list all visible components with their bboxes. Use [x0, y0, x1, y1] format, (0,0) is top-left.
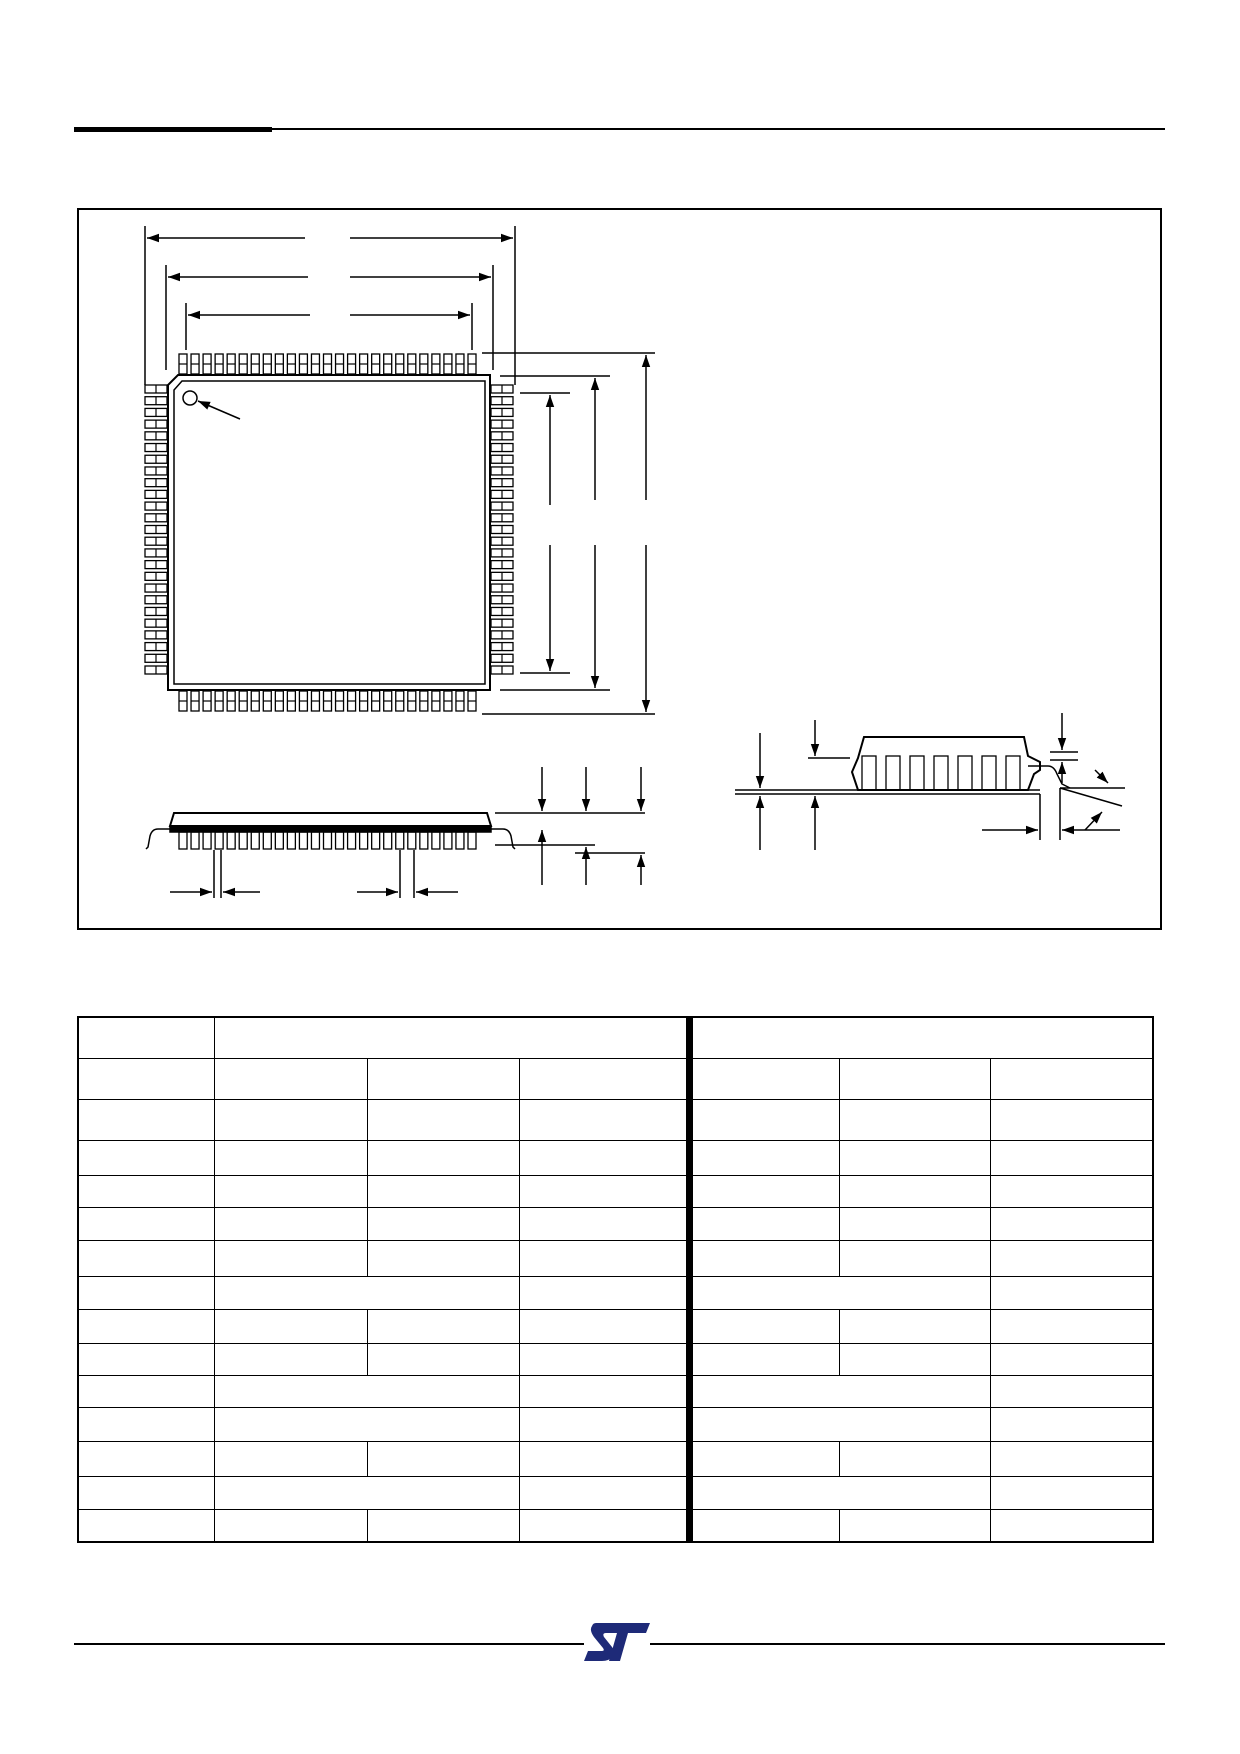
table-cell — [214, 1441, 367, 1476]
pins-bottom-row — [179, 691, 476, 711]
package-body-inner — [174, 381, 485, 684]
table-cell — [367, 1309, 519, 1343]
table-cell — [839, 1441, 990, 1476]
table-row — [78, 1058, 1153, 1099]
table-cell — [78, 1441, 214, 1476]
table-cell — [214, 1476, 519, 1509]
table-cell — [78, 1509, 214, 1542]
pin1-indicator-arrow — [198, 401, 240, 419]
table-cell — [990, 1240, 1153, 1276]
table-cell — [689, 1441, 839, 1476]
table-cell — [839, 1058, 990, 1099]
table-cell — [78, 1017, 214, 1058]
table-cell — [214, 1509, 367, 1542]
table-cell — [990, 1207, 1153, 1240]
table-cell — [990, 1140, 1153, 1175]
lead — [324, 832, 332, 849]
table-cell — [367, 1175, 519, 1207]
table-cell — [519, 1343, 689, 1375]
table-cell — [689, 1276, 990, 1309]
table-cell — [78, 1207, 214, 1240]
table-cell — [689, 1509, 839, 1542]
table-cell — [214, 1375, 519, 1407]
table-row — [78, 1375, 1153, 1407]
table-cell — [839, 1207, 990, 1240]
table-row — [78, 1343, 1153, 1375]
side-view-leads — [179, 832, 476, 849]
table-cell — [839, 1309, 990, 1343]
side-view — [146, 767, 645, 898]
lead — [311, 832, 319, 849]
table-cell — [990, 1375, 1153, 1407]
table-cell — [519, 1140, 689, 1175]
lead — [239, 832, 247, 849]
lead — [886, 756, 900, 790]
table-cell — [990, 1476, 1153, 1509]
lead — [444, 832, 452, 849]
lead — [251, 832, 259, 849]
table-row — [78, 1441, 1153, 1476]
table-cell — [990, 1509, 1153, 1542]
lead — [299, 832, 307, 849]
table-cell — [689, 1175, 839, 1207]
table-cell — [689, 1207, 839, 1240]
lead — [910, 756, 924, 790]
lead — [372, 832, 380, 849]
table-cell — [519, 1175, 689, 1207]
lead — [468, 832, 476, 849]
table-cell — [519, 1476, 689, 1509]
package-body-outer — [168, 375, 490, 690]
lead — [934, 756, 948, 790]
pins-top-row — [179, 354, 476, 374]
table-cell — [689, 1375, 990, 1407]
table-row — [78, 1017, 1153, 1058]
pins-left-column — [145, 385, 167, 674]
table-cell — [990, 1058, 1153, 1099]
table-cell — [839, 1240, 990, 1276]
table-cell — [214, 1017, 689, 1058]
table-cell — [839, 1509, 990, 1542]
table-cell — [367, 1207, 519, 1240]
lead — [862, 756, 876, 790]
table-cell — [990, 1099, 1153, 1140]
table-cell — [990, 1309, 1153, 1343]
table-cell — [78, 1476, 214, 1509]
table-cell — [990, 1276, 1153, 1309]
lead — [336, 832, 344, 849]
lead — [982, 756, 996, 790]
table-cell — [214, 1099, 367, 1140]
table-cell — [78, 1058, 214, 1099]
table-row — [78, 1476, 1153, 1509]
lead — [263, 832, 271, 849]
table-cell — [78, 1375, 214, 1407]
lead — [348, 832, 356, 849]
table-cell — [214, 1343, 367, 1375]
lead — [191, 832, 199, 849]
table-cell — [214, 1207, 367, 1240]
table-row — [78, 1309, 1153, 1343]
table-cell — [78, 1309, 214, 1343]
table-cell — [519, 1207, 689, 1240]
table-cell — [839, 1140, 990, 1175]
pins-right-column — [491, 385, 513, 674]
lead — [227, 832, 235, 849]
table-cell — [839, 1175, 990, 1207]
table-cell — [214, 1240, 367, 1276]
table-cell — [990, 1343, 1153, 1375]
lead — [360, 832, 368, 849]
pin1-marker-icon — [183, 391, 197, 405]
table-cell — [519, 1058, 689, 1099]
table-cell — [839, 1343, 990, 1375]
table-cell — [689, 1476, 990, 1509]
lead-detail-view — [735, 713, 1125, 850]
detail-view-leads — [862, 756, 1020, 790]
table-cell — [519, 1099, 689, 1140]
table-row — [78, 1207, 1153, 1240]
table-cell — [519, 1276, 689, 1309]
table-cell — [78, 1276, 214, 1309]
table-cell — [689, 1343, 839, 1375]
table-cell — [519, 1407, 689, 1441]
table-cell — [214, 1175, 367, 1207]
table-cell — [78, 1343, 214, 1375]
table-cell — [78, 1240, 214, 1276]
dimensions-table — [77, 1016, 1154, 1543]
table-cell — [519, 1309, 689, 1343]
table-row — [78, 1140, 1153, 1175]
table-cell — [519, 1509, 689, 1542]
table-cell — [689, 1058, 839, 1099]
lead — [287, 832, 295, 849]
table-cell — [367, 1240, 519, 1276]
lead — [384, 832, 392, 849]
table-cell — [689, 1407, 990, 1441]
table-cell — [689, 1309, 839, 1343]
table-cell — [839, 1099, 990, 1140]
table-cell — [689, 1140, 839, 1175]
table-cell — [78, 1175, 214, 1207]
table-cell — [78, 1407, 214, 1441]
table-cell — [519, 1240, 689, 1276]
lead — [408, 832, 416, 849]
table-cell — [689, 1017, 1153, 1058]
table-cell — [214, 1276, 519, 1309]
lead — [203, 832, 211, 849]
table-row — [78, 1099, 1153, 1140]
lead — [420, 832, 428, 849]
table-cell — [367, 1140, 519, 1175]
lead — [958, 756, 972, 790]
table-cell — [519, 1375, 689, 1407]
table-cell — [367, 1058, 519, 1099]
table-row — [78, 1240, 1153, 1276]
table-cell — [689, 1099, 839, 1140]
lead — [1006, 756, 1020, 790]
st-logo-icon — [582, 1621, 652, 1663]
table-cell — [214, 1407, 519, 1441]
table-cell — [214, 1140, 367, 1175]
table-cell — [78, 1099, 214, 1140]
lead — [456, 832, 464, 849]
table-cell — [367, 1441, 519, 1476]
footer-rule-right — [650, 1643, 1165, 1645]
table-row — [78, 1407, 1153, 1441]
lead — [215, 832, 223, 849]
lead — [396, 832, 404, 849]
table-cell — [367, 1509, 519, 1542]
table-cell — [519, 1441, 689, 1476]
footer-rule-left — [74, 1643, 584, 1645]
lead — [275, 832, 283, 849]
table-cell — [78, 1140, 214, 1175]
table-cell — [214, 1309, 367, 1343]
table-row — [78, 1276, 1153, 1309]
lead — [432, 832, 440, 849]
table-cell — [990, 1175, 1153, 1207]
table-cell — [367, 1099, 519, 1140]
table-cell — [214, 1058, 367, 1099]
table-cell — [689, 1240, 839, 1276]
table-cell — [990, 1407, 1153, 1441]
top-view — [145, 354, 513, 711]
table-row — [78, 1175, 1153, 1207]
top-dimension-lines — [145, 226, 515, 385]
lead — [179, 832, 187, 849]
table-cell — [367, 1343, 519, 1375]
table-cell — [990, 1441, 1153, 1476]
table-row — [78, 1509, 1153, 1542]
